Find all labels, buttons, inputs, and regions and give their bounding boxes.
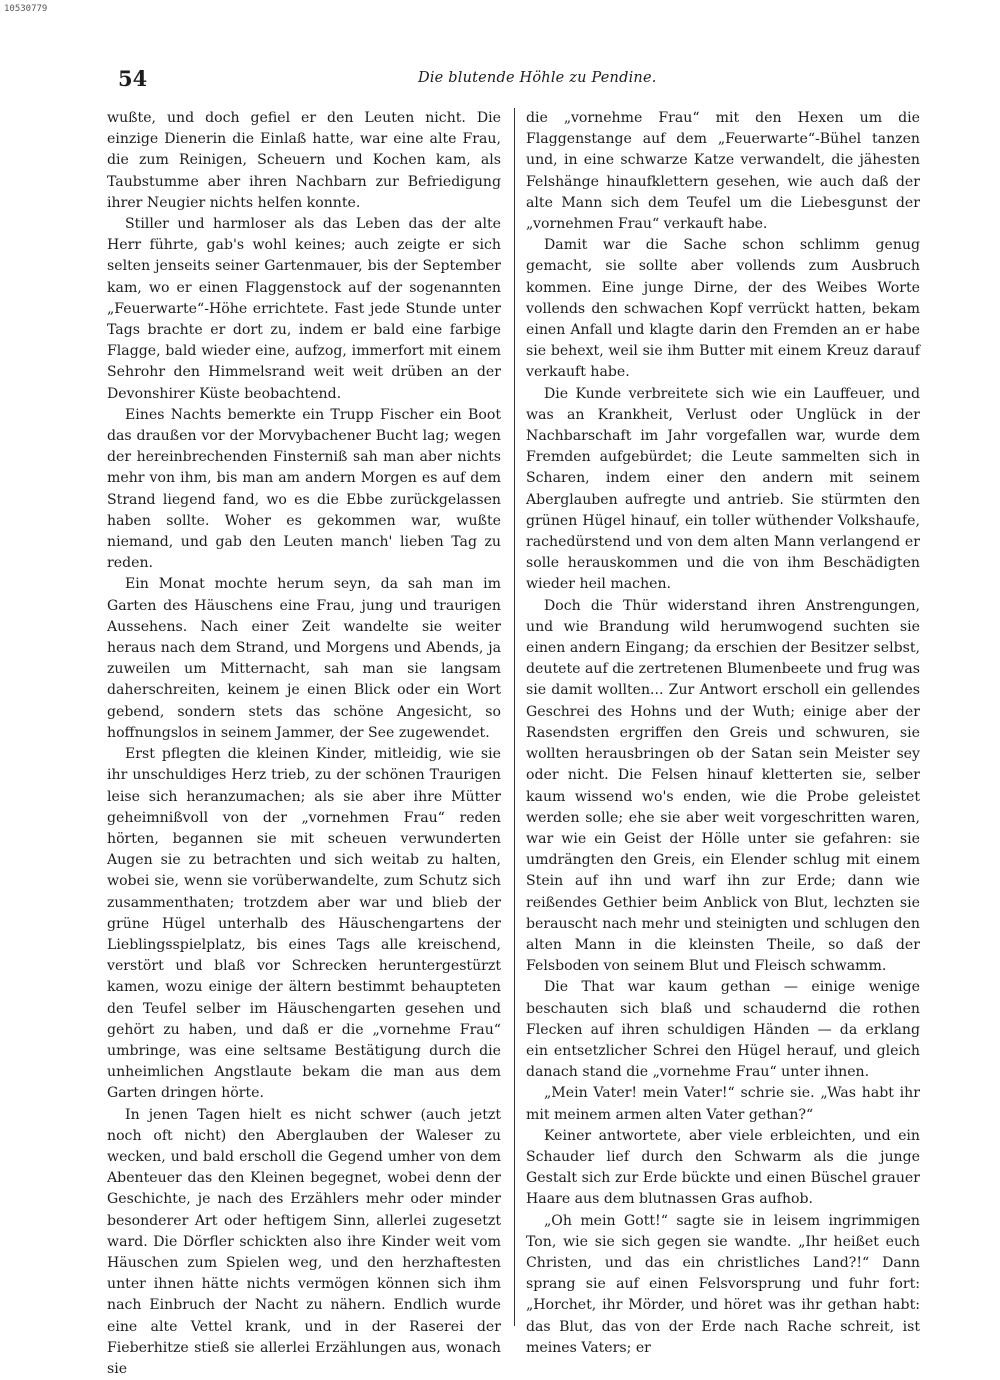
paragraph: Keiner antwortete, aber viele erbleichten, und ein Schauder lief durch den Schwarm als die junge Gestalt sich zur Erde bückte und einen Büschel grauer Haare aus dem blutnassen Gras aufhob. [526, 1127, 920, 1208]
running-head [118, 64, 908, 94]
paragraph: Erst pflegten die kleinen Kinder, mitleidig, wie sie ihr unschuldiges Herz trieb, zu der schönen Traurigen leise sich heranzumachen; als sie aber ihre Mütter geheimnißvoll von der „vornehmen Frau“ reden hörten, begannen sie mit scheuen verwunderten Augen sie zu betrachten und sich weitab zu halten, wobei sie, wenn sie vorüberwandelte, zum Schutz sich zusammenthaten; trotzdem aber war und blieb der grüne Hügel unterhalb des Häuschengartens der Lieblingsspielplatz, bis eines Tags alle kreischend, verstört und blaß vor Schrecken heruntergestürzt kamen, wozu einige der ältern bestimmt behaupteten den Teufel selber im Häuschengarten gesehen und gehört zu haben, und daß er die „vornehme Frau“ umbringe, was eine seltsame Bestätigung durch die unheimlichen Angstlaute bekam die man aus dem Garten dringen hörte. [107, 746, 501, 1102]
column-divider [514, 108, 515, 1326]
right-column [526, 108, 920, 1356]
paragraph: wußte, und doch gefiel er den Leuten nicht. Die einzige Dienerin die Einlaß hatte, war eine alte Frau, die zum Reinigen, Scheuern und Kochen kam, als Taubstumme aber ihren Nachbarn zur Befriedigung ihrer Neugier nichts helfen konnte. [107, 110, 501, 211]
paragraph: die „vornehme Frau“ mit den Hexen um die Flaggenstange auf dem „Feuerwarte“-Bühel tanzen und, in eine schwarze Katze verwandelt, die jähesten Felshänge hinaufklettern gesehen, wie auch daß der alte Mann sich dem Teufel um die Liebesgunst der „vornehmen Frau“ verkauft habe. [526, 110, 920, 233]
running-title: Die blutende Höhle zu Pendine. [418, 70, 657, 86]
paragraph: „Oh mein Gott!“ sagte sie in leisem ingrimmigen Ton, wie sie sich gegen sie wandte. „Ihr heißet euch Christen, und das ein christliches Land?!“ Dann sprang sie auf einen Felsvorsprung und fuhr fort: „Horchet, ihr Mörder, und höret was ihr gethan habt: das Blut, das von der Erde nach Rache schreit, ist meines Vaters; er [526, 1212, 920, 1356]
paragraph: Damit war die Sache schon schlimm genug gemacht, sie sollte aber vollends zum Ausbruch kommen. Eine junge Dirne, der des Weibes Worte vollends den schwachen Kopf verrückt hatten, bekam einen Anfall und klagte darin den Fremden an er habe sie behext, weil sie ihm Butter mit einem Kreuz darauf verkauft habe. [526, 237, 920, 381]
paragraph: Eines Nachts bemerkte ein Trupp Fischer ein Boot das draußen vor der Morvybachener Bucht lag; wegen der hereinbrechenden Finsterniß sah man aber nichts mehr von ihm, bis man am andern Morgen es auf dem Strand liegend fand, wo es die Ebbe zurückgelassen haben sollte. Woher es gekommen war, wußte niemand, und gab den Leuten manch' lieben Tag zu reden. [107, 406, 501, 572]
paragraph: Die That war kaum gethan — einige wenige beschauten sich blaß und schaudernd die rothen Flecken auf ihren schuldigen Händen — da erklang ein entsetzlicher Schrei den Hügel herauf, und gleich danach stand die „vornehme Frau“ unter ihnen. [526, 979, 920, 1081]
paragraph: In jenen Tagen hielt es nicht schwer (auch jetzt noch oft nicht) den Aberglauben der Waleser zu wecken, und bald erscholl die Gegend umher von dem Abenteuer das den Kleinen begegnet, wobei denn der Geschichte, je nach des Erzählers mehr oder minder besonderer Art oder heftigem Sinn, allerlei zugesetzt ward. Die Dörfler schickten also ihre Kinder weit vom Häuschen zum Spielen weg, und den herzhaftesten unter ihnen hätte nichts vermögen können sich ihm nach Einbruch der Nacht zu nähern. Endlich wurde eine alte Vettel krank, und in der Raserei der Fieberhitze stieß sie allerlei Erzählungen aus, wonach sie [107, 1106, 501, 1377]
scan-identifier: 10530779 [4, 4, 48, 14]
paragraph: „Mein Vater! mein Vater!“ schrie sie. „Was habt ihr mit meinem armen alten Vater gethan?“ [526, 1085, 920, 1123]
paragraph: Doch die Thür widerstand ihren Anstrengungen, und wie Brandung wild herumwogend suchten sie einen andern Eingang; da erschien der Besitzer selbst, deutete auf die zertretenen Blumenbeete und frug was sie damit wollten... Zur Antwort erscholl ein gellendes Geschrei des Hohns und der Wuth; einige aber der Rasendsten ergriffen den Greis und schwuren, sie wollten herausbringen ob der Satan sein Meister sey oder nicht. Die Felsen hinauf kletterten sie, selber kaum wissend wo's enden, wie die Probe geleistet werden solle; ehe sie aber weit vorgeschritten waren, war wie ein Geist der Hölle unter sie gefahren: sie umdrängten den Greis, ein Elender schlug mit einem Stein auf ihn und warf ihn zur Erde; dann wie reißendes Gethier beim Anblick von Blut, lechzten sie berauscht nach mehr und steinigten und schlugen den alten Mann in die kleinsten Theile, so daß der Felsboden von seinem Blut und Fleisch schwamm. [526, 597, 920, 975]
paragraph: Die Kunde verbreitete sich wie ein Lauffeuer, und was an Krankheit, Verlust oder Unglück in der Nachbarschaft im Jahr vorgefallen war, wurde dem Fremden aufgebürdet; die Leute sammelten sich in Scharen, indem einer den andern mit seinem Aberglauben aufregte und antrieb. Sie stürmten den grünen Hügel hinauf, ein toller wüthender Volkshaufe, rachedürstend und von dem alten Mann verlangend er solle herauskommen und die von ihm Beschädigten wieder heil machen. [526, 385, 920, 593]
page-number: 54 [118, 66, 148, 91]
left-column [107, 108, 501, 1377]
paragraph: Stiller und harmloser als das Leben das der alte Herr führte, gab's wohl keines; auch zeigte er sich selten jenseits seiner Gartenmauer, bis der September kam, wo er einen Flaggenstock auf der sogenannten „Feuerwarte“-Höhe errichtete. Fast jede Stunde unter Tags brachte er dort zu, indem er bald eine farbige Flagge, bald wieder eine, aufzog, immerfort mit einem Sehrohr den Himmelsrand weit weit drüben an der Devonshirer Küste beobachtend. [107, 216, 501, 402]
paragraph: Ein Monat mochte herum seyn, da sah man im Garten des Häuschens eine Frau, jung und traurigen Aussehens. Nach einer Zeit wandelte sie weiter heraus nach dem Strand, und Morgens und Abends, ja zuweilen um Mitternacht, sah man sie langsam daherschreiten, keinem je einen Blick oder ein Wort gebend, sondern stets das schöne Angesicht, so hoffnungslos in seinem Jammer, der See zugewendet. [107, 576, 501, 741]
